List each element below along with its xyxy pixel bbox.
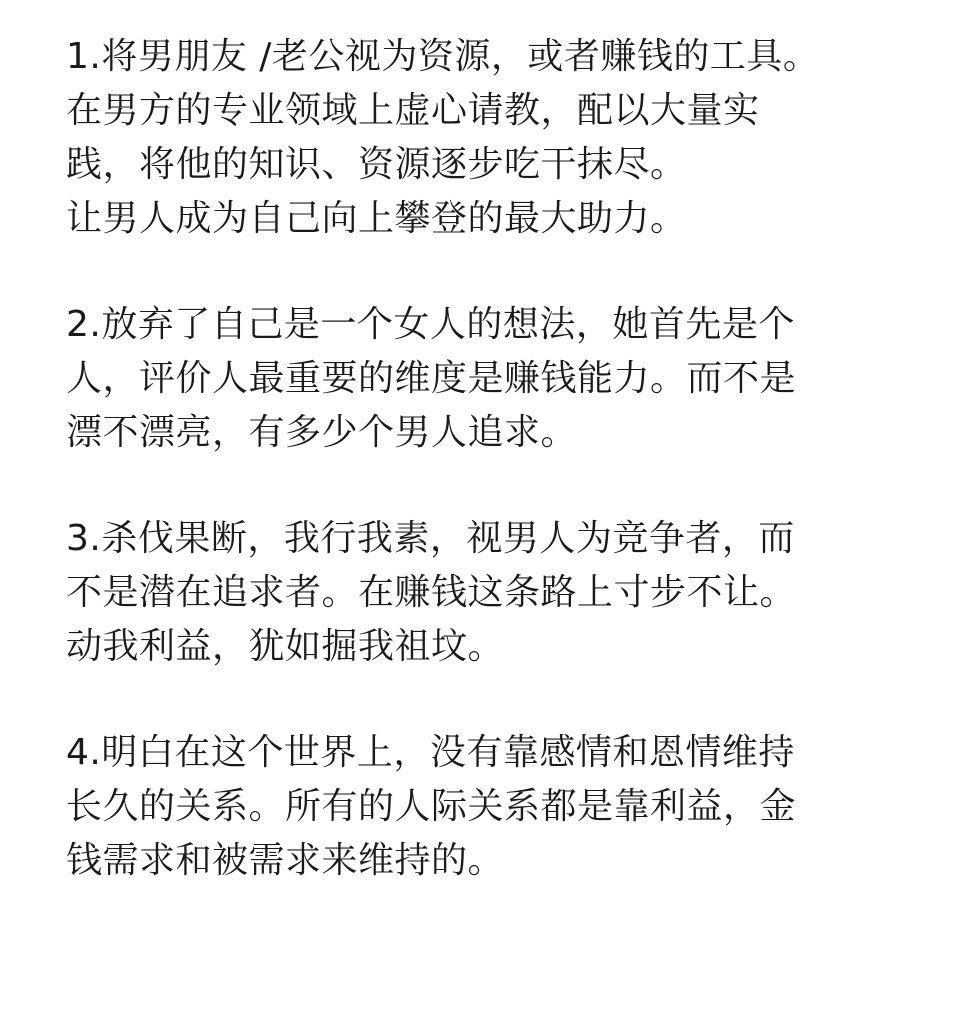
text-line: 长久的关系。所有的人际关系都是靠利益，金	[66, 786, 797, 827]
text-line: 3.杀伐果断，我行我素，视男人为竞争者，而	[66, 518, 795, 559]
text-line: 人，评价人最重要的维度是赚钱能力。而不是	[66, 358, 797, 399]
text-line: 在男方的专业领域上虚心请教，配以大量实	[66, 90, 760, 131]
text-line: 不是潜在追求者。在赚钱这条路上寸步不让。	[66, 572, 797, 613]
text-line: 让男人成为自己向上攀登的最大助力。	[66, 198, 687, 239]
paragraph-3	[66, 512, 946, 674]
text-line: 4.明白在这个世界上，没有靠感情和恩情维持	[66, 732, 795, 773]
text-line: 漂不漂亮，有多少个男人追求。	[66, 412, 578, 453]
text-line: 2.放弃了自己是一个女人的想法，她首先是个	[66, 304, 795, 345]
paragraph-4	[66, 726, 946, 888]
paragraph-2	[66, 298, 946, 460]
text-line: 钱需求和被需求来维持的。	[66, 840, 505, 881]
text-line: 1.将男朋友 /老公视为资源，或者赚钱的工具。	[66, 36, 820, 77]
text-line: 动我利益，犹如掘我祖坟。	[66, 626, 505, 667]
paragraph-1	[66, 30, 946, 246]
text-line: 践，将他的知识、资源逐步吃干抹尽。	[66, 144, 687, 185]
article-body	[66, 30, 946, 940]
